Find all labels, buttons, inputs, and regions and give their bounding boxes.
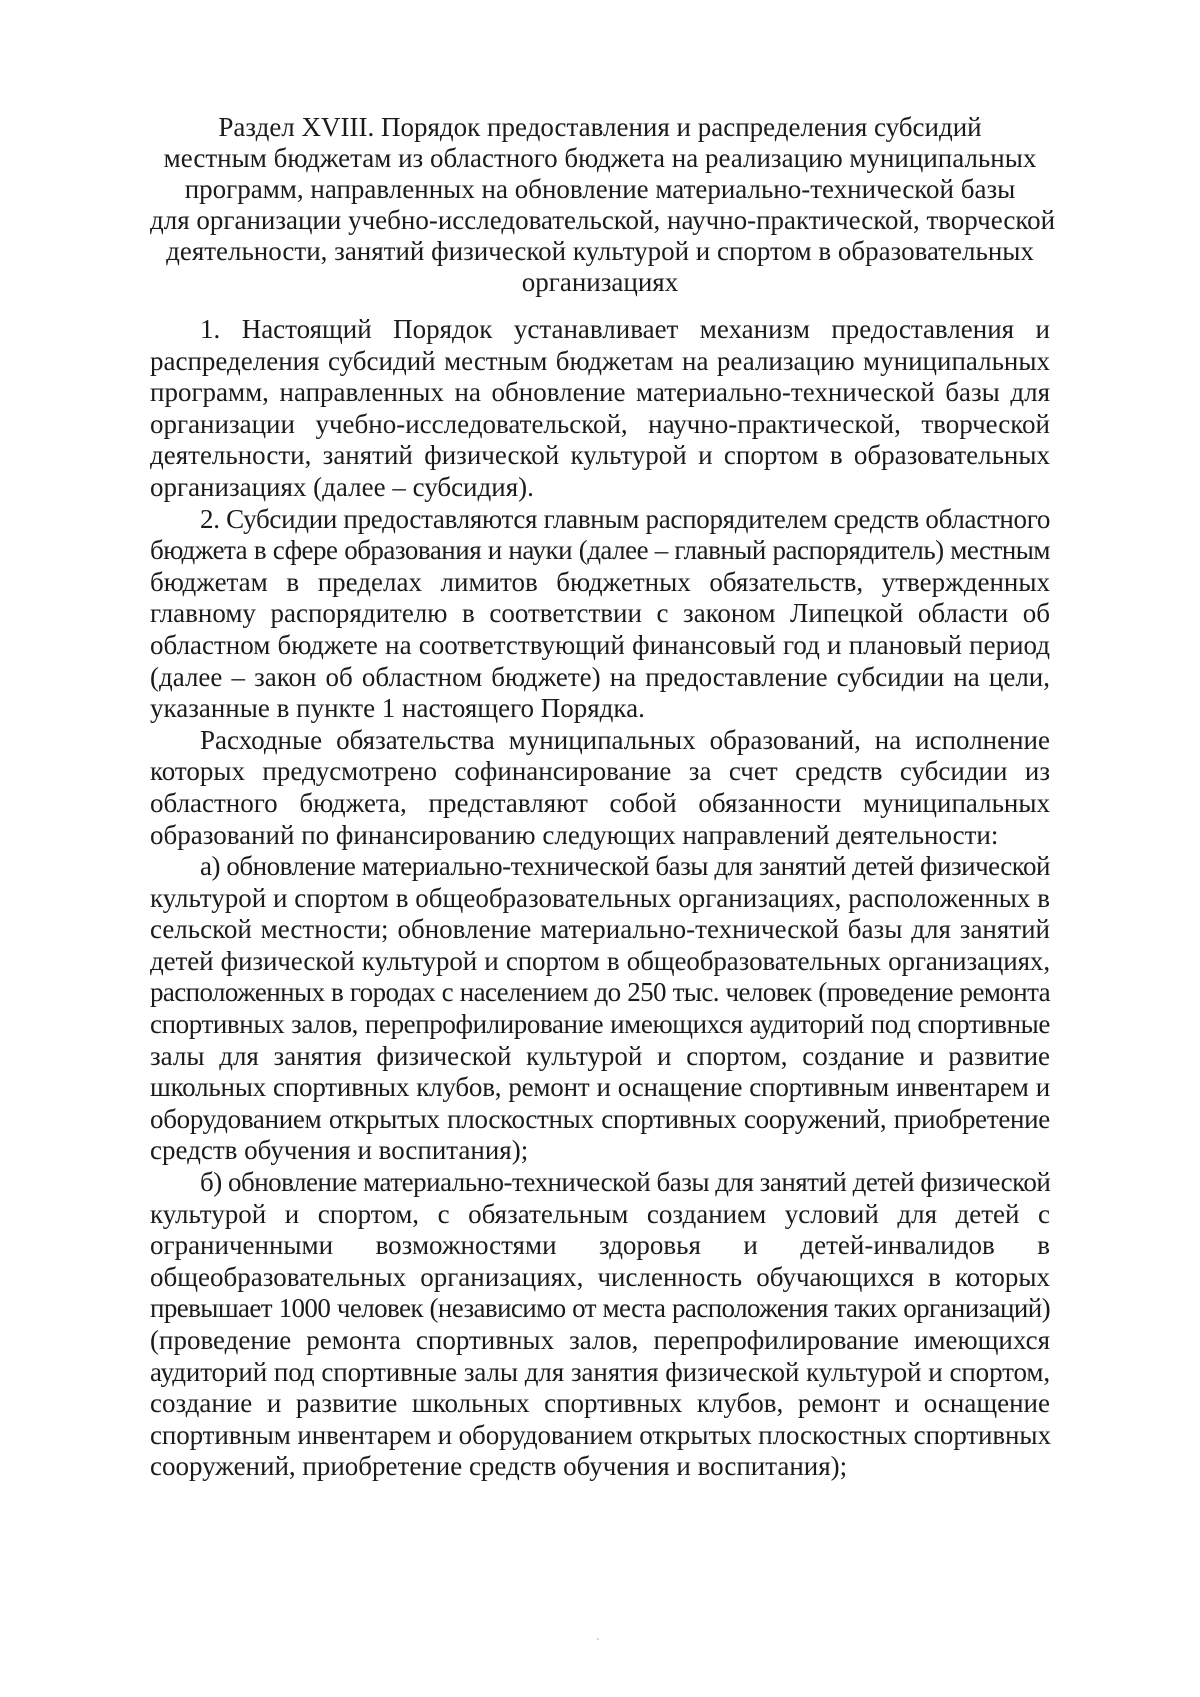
text-line: культурой и спортом, с обязательным созданием условий для детей с — [150, 1198, 1050, 1229]
heading-line: программ, направленных на обновление материально-технической базы — [184, 174, 1016, 204]
text-line: указанные в пункте 1 настоящего Порядка. — [150, 693, 645, 724]
text-line: создание и развитие школьных спортивных клубов, ремонт и оснащение — [150, 1388, 1050, 1419]
text-line: детей физической культурой и спортом в общеобразовательных организациях, — [150, 945, 1050, 976]
paragraph-1 — [150, 314, 1050, 504]
text-line: распределения субсидий местным бюджетам на реализацию муниципальных — [150, 345, 1050, 376]
text-line: б) обновление материально-технической базы для занятий детей физической — [200, 1167, 1051, 1198]
text-line: спортивных залов, перепрофилирование имеющихся аудиторий под спортивные — [150, 1009, 1050, 1040]
text-line: спортивным инвентарем и оборудованием открытых плоскостных спортивных — [150, 1419, 1051, 1450]
text-line: 2. Субсидии предоставляются главным распорядителем средств областного — [200, 503, 1051, 534]
text-line: ограниченными возможностями здоровья и детей-инвалидов в — [150, 1230, 1050, 1261]
text-line: (проведение ремонта спортивных залов, перепрофилирование имеющихся — [150, 1325, 1050, 1355]
text-line: деятельности, занятий физической культурой и спортом в образовательных — [150, 440, 1050, 471]
text-line: расположенных в городах с населением до 250 тыс. человек (проведение ремонта — [150, 977, 1050, 1008]
heading-line: организациях — [521, 267, 679, 297]
heading-line: Раздел XVIII. Порядок предоставления и распределения субсидий — [218, 112, 982, 142]
text-line: бюджетам в пределах лимитов бюджетных обязательств, утвержденных — [150, 566, 1050, 597]
text-line: (далее – закон об областном бюджете) на предоставление субсидии на цели, — [150, 661, 1050, 692]
heading-line: местным бюджетам из областного бюджета на реализацию муниципальных — [163, 143, 1037, 173]
paragraph-3 — [150, 725, 1050, 851]
text-line: которых предусмотрено софинансирование за счет средств субсидии из — [150, 756, 1050, 787]
text-line: сельской местности; обновление материально-технической базы для занятий — [150, 914, 1050, 945]
scan-speck — [597, 1638, 599, 1640]
text-line: программ, направленных на обновление материально-технической базы для — [150, 377, 1050, 408]
text-line: аудиторий под спортивные залы для занятия физической культурой и спортом, — [150, 1356, 1050, 1387]
text-line: организациях (далее – субсидия). — [150, 471, 534, 502]
section-heading — [150, 112, 1056, 298]
text-line: школьных спортивных клубов, ремонт и оснащение спортивным инвентарем и — [150, 1072, 1050, 1103]
heading-line: для организации учебно-исследовательской, научно-практической, творческой — [150, 205, 1056, 235]
text-line: средств обучения и воспитания); — [150, 1135, 529, 1166]
text-line: главному распорядителю в соответствии с законом Липецкой области об — [150, 598, 1050, 629]
paragraph-b — [150, 1167, 1050, 1483]
document-body — [150, 314, 1050, 1483]
text-line: превышает 1000 человек (независимо от места расположения таких организаций) — [150, 1293, 1050, 1324]
text-line: 1. Настоящий Порядок устанавливает механизм предоставления и — [200, 314, 1050, 344]
heading-line: деятельности, занятий физической культурой и спортом в образовательных — [166, 236, 1034, 266]
text-line: областного бюджета, представляют собой обязанности муниципальных — [150, 787, 1050, 818]
text-line: образований по финансированию следующих направлений деятельности: — [150, 819, 999, 850]
text-line: а) обновление материально-технической базы для занятий детей физической — [200, 851, 1050, 882]
text-line: бюджета в сфере образования и науки (далее – главный распорядитель) местным — [150, 535, 1050, 566]
text-line: областном бюджете на соответствующий финансовый год и плановый период — [150, 629, 1050, 660]
text-line: сооружений, приобретение средств обучения и воспитания); — [150, 1451, 848, 1482]
text-line: общеобразовательных организациях, численность обучающихся в которых — [150, 1261, 1050, 1292]
text-line: организации учебно-исследовательской, научно-практической, творческой — [150, 408, 1050, 439]
text-line: Расходные обязательства муниципальных образований, на исполнение — [200, 724, 1050, 755]
paragraph-a — [150, 851, 1050, 1167]
text-line: залы для занятия физической культурой и спортом, создание и развитие — [150, 1040, 1050, 1071]
text-line: оборудованием открытых плоскостных спортивных сооружений, приобретение — [150, 1103, 1050, 1134]
paragraph-2 — [150, 504, 1050, 725]
text-line: культурой и спортом в общеобразовательных организациях, расположенных в — [150, 882, 1050, 913]
